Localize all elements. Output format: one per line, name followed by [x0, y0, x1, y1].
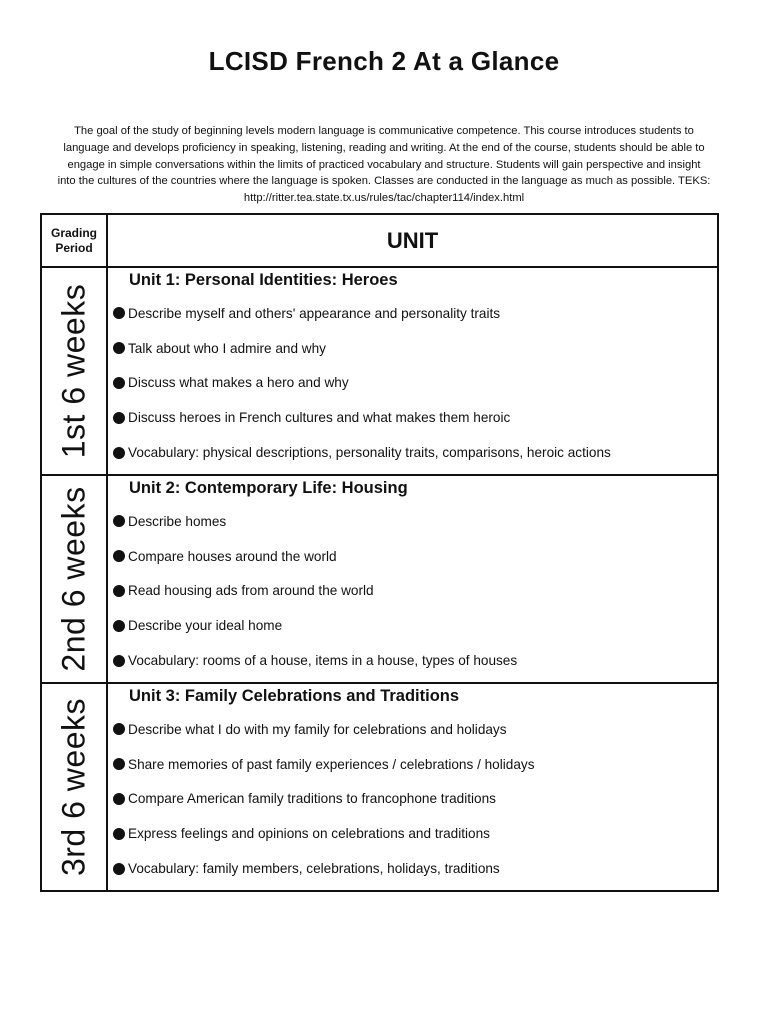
unit-title: Unit 3: Family Celebrations and Traditions	[129, 687, 460, 705]
bullet-icon	[113, 585, 125, 597]
unit-cell	[107, 475, 718, 683]
intro-line: language and develops proficiency in speaking, listening, reading and writing. At the end of the course, students should be able to	[63, 141, 705, 154]
grading-period-cell	[41, 267, 107, 475]
objective-text: Describe your ideal home	[128, 618, 283, 634]
grading-period-header	[41, 214, 107, 267]
grading-period-label: 3rd 6 weeks	[55, 697, 92, 877]
unit-header: UNIT	[107, 214, 718, 267]
objective-text: Compare American family traditions to francophone traditions	[128, 791, 496, 807]
list-item	[113, 818, 717, 853]
objective-list	[108, 506, 717, 680]
bullet-icon	[113, 342, 125, 354]
objective-text: Vocabulary: family members, celebrations, holidays, traditions	[128, 861, 500, 877]
objective-text: Describe myself and others' appearance and personality traits	[128, 305, 501, 321]
bullet-icon	[113, 828, 125, 840]
objective-text: Discuss heroes in French cultures and what makes them heroic	[128, 410, 511, 426]
unit-title: Unit 2: Contemporary Life: Housing	[129, 479, 408, 497]
bullet-icon	[113, 515, 125, 527]
list-item	[113, 298, 717, 333]
list-item	[113, 853, 717, 888]
list-item	[113, 645, 717, 680]
course-description	[44, 123, 724, 207]
table-row	[41, 683, 718, 891]
objective-text: Talk about who I admire and why	[128, 340, 326, 356]
list-item	[113, 541, 717, 576]
bullet-icon	[113, 377, 125, 389]
bullet-icon	[113, 793, 125, 805]
intro-line: engage in simple conversations within the limits of practiced vocabulary and structure. Students will gain perspective and insight	[67, 158, 701, 171]
objective-text: Compare houses around the world	[128, 548, 337, 564]
grading-period-label: 2nd 6 weeks	[55, 486, 92, 672]
grading-period-cell	[41, 683, 107, 891]
bullet-icon	[113, 620, 125, 632]
bullet-icon	[113, 412, 125, 424]
list-item	[113, 610, 717, 645]
objective-text: Vocabulary: physical descriptions, personality traits, comparisons, heroic actions	[128, 445, 611, 461]
intro-line: The goal of the study of beginning levels modern language is communicative competence. This course introduces students to	[74, 125, 694, 137]
bullet-icon	[113, 863, 125, 875]
bullet-icon	[113, 307, 125, 319]
teks-link[interactable]: http://ritter.tea.state.tx.us/rules/tac/chapter114/index.html	[243, 192, 525, 205]
unit-cell	[107, 683, 718, 891]
objective-text: Vocabulary: rooms of a house, items in a house, types of houses	[128, 653, 518, 669]
bullet-icon	[113, 550, 125, 562]
objective-text: Share memories of past family experiences / celebrations / holidays	[128, 756, 535, 772]
list-item	[113, 749, 717, 784]
grading-period-label: 1st 6 weeks	[55, 283, 92, 459]
table-row	[41, 475, 718, 683]
unit-title: Unit 1: Personal Identities: Heroes	[129, 271, 398, 289]
list-item	[113, 714, 717, 749]
page-title: LCISD French 2 At a Glance	[208, 46, 560, 76]
list-item	[113, 368, 717, 403]
table-header-row	[41, 214, 718, 267]
header-label: Period	[55, 240, 93, 255]
objective-text: Discuss what makes a hero and why	[128, 375, 349, 391]
grading-period-cell	[41, 475, 107, 683]
list-item	[113, 576, 717, 611]
list-item	[113, 784, 717, 819]
bullet-icon	[113, 758, 125, 770]
list-item	[113, 333, 717, 368]
bullet-icon	[113, 655, 125, 667]
table-row	[41, 267, 718, 475]
objective-text: Express feelings and opinions on celebrations and traditions	[128, 826, 490, 842]
bullet-icon	[113, 723, 125, 735]
header-label: Grading	[50, 225, 97, 240]
objective-list	[108, 714, 717, 888]
bullet-icon	[113, 447, 125, 459]
intro-line: into the cultures of the countries where the language is spoken. Classes are conducted in the language as much as possible. TEKS:	[57, 175, 711, 188]
objective-text: Describe homes	[128, 513, 227, 529]
units-table	[40, 213, 719, 892]
list-item	[113, 437, 717, 472]
objective-list	[108, 298, 717, 472]
unit-cell	[107, 267, 718, 475]
objective-text: Describe what I do with my family for celebrations and holidays	[128, 721, 507, 737]
objective-text: Read housing ads from around the world	[128, 583, 374, 599]
list-item	[113, 506, 717, 541]
list-item	[113, 402, 717, 437]
